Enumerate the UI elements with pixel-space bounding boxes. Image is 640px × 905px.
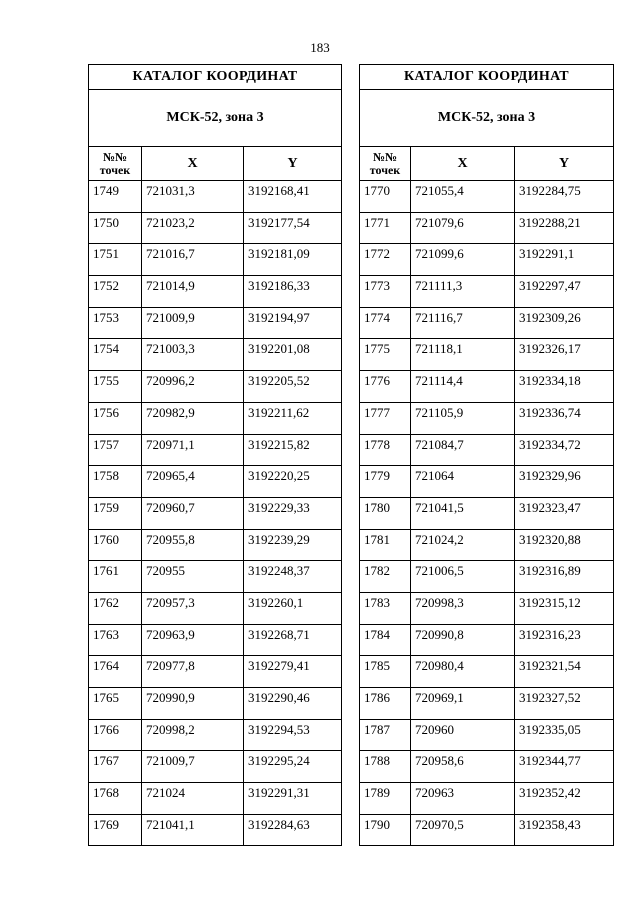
table-row	[360, 371, 614, 403]
y-coordinate-cell: 3192168,41	[244, 181, 342, 213]
y-coordinate-cell: 3192248,37	[244, 561, 342, 593]
point-number-cell: 1790	[360, 814, 411, 846]
coordinate-catalog-table	[359, 64, 614, 846]
point-number-cell: 1759	[89, 497, 142, 529]
point-number-cell: 1777	[360, 402, 411, 434]
y-coordinate-cell: 3192279,41	[244, 656, 342, 688]
point-number-cell: 1758	[89, 466, 142, 498]
table-row	[360, 497, 614, 529]
y-coordinate-cell: 3192315,12	[515, 592, 614, 624]
point-number-cell: 1778	[360, 434, 411, 466]
x-coordinate-cell: 721006,5	[411, 561, 515, 593]
table-row	[89, 783, 342, 815]
y-coordinate-cell: 3192316,89	[515, 561, 614, 593]
x-coordinate-cell: 720977,8	[142, 656, 244, 688]
x-coordinate-cell: 720965,4	[142, 466, 244, 498]
table-row	[360, 688, 614, 720]
x-coordinate-cell: 720955,8	[142, 529, 244, 561]
point-number-cell: 1785	[360, 656, 411, 688]
x-coordinate-cell: 721055,4	[411, 181, 515, 213]
x-coordinate-cell: 721111,3	[411, 276, 515, 308]
x-coordinate-cell: 720998,2	[142, 719, 244, 751]
y-coordinate-cell: 3192326,17	[515, 339, 614, 371]
x-coordinate-cell: 721105,9	[411, 402, 515, 434]
x-coordinate-cell: 720990,9	[142, 688, 244, 720]
x-coordinate-cell: 720971,1	[142, 434, 244, 466]
table-row	[89, 688, 342, 720]
y-coordinate-cell: 3192327,52	[515, 688, 614, 720]
table-row	[89, 339, 342, 371]
column-header-y: Y	[515, 147, 614, 181]
x-coordinate-cell: 720958,6	[411, 751, 515, 783]
column-header-x: X	[142, 147, 244, 181]
y-coordinate-cell: 3192220,25	[244, 466, 342, 498]
x-coordinate-cell: 721024	[142, 783, 244, 815]
table-row	[89, 434, 342, 466]
table-row	[89, 656, 342, 688]
table-row	[360, 529, 614, 561]
table-row	[89, 624, 342, 656]
point-number-cell: 1782	[360, 561, 411, 593]
point-number-header-line2: точек	[99, 162, 131, 177]
coordinate-system-label: МСК-52, зона 3	[89, 90, 342, 147]
y-coordinate-cell: 3192211,62	[244, 402, 342, 434]
y-coordinate-cell: 3192205,52	[244, 371, 342, 403]
point-number-cell: 1789	[360, 783, 411, 815]
y-coordinate-cell: 3192329,96	[515, 466, 614, 498]
x-coordinate-cell: 721003,3	[142, 339, 244, 371]
point-number-cell: 1764	[89, 656, 142, 688]
page-number: 183	[310, 40, 330, 55]
coordinate-catalog-table	[88, 64, 342, 846]
y-coordinate-cell: 3192194,97	[244, 307, 342, 339]
table-row	[89, 181, 342, 213]
table-row	[360, 434, 614, 466]
point-number-cell: 1775	[360, 339, 411, 371]
y-coordinate-cell: 3192229,33	[244, 497, 342, 529]
y-coordinate-cell: 3192239,29	[244, 529, 342, 561]
x-coordinate-cell: 721116,7	[411, 307, 515, 339]
table-row	[360, 656, 614, 688]
point-number-header-line2: точек	[369, 162, 401, 177]
table-row	[360, 814, 614, 846]
x-coordinate-cell: 720998,3	[411, 592, 515, 624]
x-coordinate-cell: 720990,8	[411, 624, 515, 656]
table-row	[360, 307, 614, 339]
table-row	[89, 307, 342, 339]
table-row	[360, 561, 614, 593]
x-coordinate-cell: 721064	[411, 466, 515, 498]
y-coordinate-cell: 3192260,1	[244, 592, 342, 624]
x-coordinate-cell: 721023,2	[142, 212, 244, 244]
x-coordinate-cell: 721084,7	[411, 434, 515, 466]
table-row	[89, 466, 342, 498]
table-row	[360, 466, 614, 498]
point-number-cell: 1786	[360, 688, 411, 720]
x-coordinate-cell: 720963	[411, 783, 515, 815]
y-coordinate-cell: 3192358,43	[515, 814, 614, 846]
y-coordinate-cell: 3192291,1	[515, 244, 614, 276]
point-number-cell: 1780	[360, 497, 411, 529]
point-number-cell: 1767	[89, 751, 142, 783]
point-number-cell: 1763	[89, 624, 142, 656]
x-coordinate-cell: 720982,9	[142, 402, 244, 434]
table-row	[89, 751, 342, 783]
point-number-cell: 1761	[89, 561, 142, 593]
x-coordinate-cell: 720960,7	[142, 497, 244, 529]
point-number-cell: 1784	[360, 624, 411, 656]
x-coordinate-cell: 720996,2	[142, 371, 244, 403]
point-number-cell: 1750	[89, 212, 142, 244]
point-number-cell: 1783	[360, 592, 411, 624]
x-coordinate-cell: 721079,6	[411, 212, 515, 244]
point-number-cell: 1752	[89, 276, 142, 308]
column-header-x: X	[411, 147, 515, 181]
x-coordinate-cell: 721031,3	[142, 181, 244, 213]
table-row	[360, 624, 614, 656]
point-number-cell: 1787	[360, 719, 411, 751]
y-coordinate-cell: 3192290,46	[244, 688, 342, 720]
point-number-cell: 1753	[89, 307, 142, 339]
x-coordinate-cell: 721016,7	[142, 244, 244, 276]
point-number-cell: 1751	[89, 244, 142, 276]
point-number-cell: 1773	[360, 276, 411, 308]
table-row	[360, 592, 614, 624]
point-number-cell: 1756	[89, 402, 142, 434]
y-coordinate-cell: 3192336,74	[515, 402, 614, 434]
table-row	[360, 783, 614, 815]
point-number-cell: 1768	[89, 783, 142, 815]
y-coordinate-cell: 3192297,47	[515, 276, 614, 308]
column-header-y: Y	[244, 147, 342, 181]
catalog-title: КАТАЛОГ КООРДИНАТ	[360, 65, 614, 90]
table-row	[360, 181, 614, 213]
coordinate-system-label: МСК-52, зона 3	[360, 90, 614, 147]
y-coordinate-cell: 3192284,75	[515, 181, 614, 213]
point-number-cell: 1765	[89, 688, 142, 720]
y-coordinate-cell: 3192295,24	[244, 751, 342, 783]
x-coordinate-cell: 721014,9	[142, 276, 244, 308]
table-row	[360, 751, 614, 783]
y-coordinate-cell: 3192344,77	[515, 751, 614, 783]
point-number-cell: 1788	[360, 751, 411, 783]
x-coordinate-cell: 720960	[411, 719, 515, 751]
x-coordinate-cell: 720969,1	[411, 688, 515, 720]
point-number-header-line1: №№	[372, 149, 398, 164]
point-number-cell: 1755	[89, 371, 142, 403]
x-coordinate-cell: 721009,9	[142, 307, 244, 339]
point-number-cell: 1771	[360, 212, 411, 244]
x-coordinate-cell: 721024,2	[411, 529, 515, 561]
table-row	[360, 212, 614, 244]
point-number-header-line1: №№	[102, 149, 128, 164]
point-number-cell: 1749	[89, 181, 142, 213]
x-coordinate-cell: 721099,6	[411, 244, 515, 276]
point-number-cell: 1774	[360, 307, 411, 339]
table-row	[89, 402, 342, 434]
y-coordinate-cell: 3192201,08	[244, 339, 342, 371]
x-coordinate-cell: 720957,3	[142, 592, 244, 624]
y-coordinate-cell: 3192268,71	[244, 624, 342, 656]
table-row	[89, 371, 342, 403]
point-number-cell: 1781	[360, 529, 411, 561]
table-body	[89, 181, 342, 846]
table-row	[89, 719, 342, 751]
table-row	[89, 814, 342, 846]
table-row	[89, 592, 342, 624]
table-row	[360, 402, 614, 434]
point-number-cell: 1754	[89, 339, 142, 371]
point-number-cell: 1770	[360, 181, 411, 213]
y-coordinate-cell: 3192334,18	[515, 371, 614, 403]
table-row	[89, 529, 342, 561]
y-coordinate-cell: 3192320,88	[515, 529, 614, 561]
column-header-point-number	[360, 147, 411, 181]
point-number-cell: 1779	[360, 466, 411, 498]
table-row	[89, 561, 342, 593]
x-coordinate-cell: 720980,4	[411, 656, 515, 688]
point-number-cell: 1766	[89, 719, 142, 751]
y-coordinate-cell: 3192316,23	[515, 624, 614, 656]
y-coordinate-cell: 3192294,53	[244, 719, 342, 751]
table-row	[360, 276, 614, 308]
point-number-cell: 1769	[89, 814, 142, 846]
y-coordinate-cell: 3192215,82	[244, 434, 342, 466]
table-row	[89, 497, 342, 529]
x-coordinate-cell: 720963,9	[142, 624, 244, 656]
y-coordinate-cell: 3192284,63	[244, 814, 342, 846]
y-coordinate-cell: 3192186,33	[244, 276, 342, 308]
y-coordinate-cell: 3192352,42	[515, 783, 614, 815]
x-coordinate-cell: 721114,4	[411, 371, 515, 403]
catalog-title: КАТАЛОГ КООРДИНАТ	[89, 65, 342, 90]
y-coordinate-cell: 3192181,09	[244, 244, 342, 276]
y-coordinate-cell: 3192291,31	[244, 783, 342, 815]
point-number-cell: 1776	[360, 371, 411, 403]
y-coordinate-cell: 3192309,26	[515, 307, 614, 339]
table-row	[360, 719, 614, 751]
y-coordinate-cell: 3192321,54	[515, 656, 614, 688]
table-row	[89, 244, 342, 276]
x-coordinate-cell: 720970,5	[411, 814, 515, 846]
y-coordinate-cell: 3192177,54	[244, 212, 342, 244]
column-header-point-number	[89, 147, 142, 181]
y-coordinate-cell: 3192323,47	[515, 497, 614, 529]
table-row	[89, 276, 342, 308]
table-body	[360, 181, 614, 846]
y-coordinate-cell: 3192288,21	[515, 212, 614, 244]
table-row	[360, 244, 614, 276]
point-number-cell: 1760	[89, 529, 142, 561]
point-number-cell: 1762	[89, 592, 142, 624]
point-number-cell: 1772	[360, 244, 411, 276]
x-coordinate-cell: 721009,7	[142, 751, 244, 783]
y-coordinate-cell: 3192334,72	[515, 434, 614, 466]
x-coordinate-cell: 721041,1	[142, 814, 244, 846]
y-coordinate-cell: 3192335,05	[515, 719, 614, 751]
x-coordinate-cell: 721118,1	[411, 339, 515, 371]
point-number-cell: 1757	[89, 434, 142, 466]
x-coordinate-cell: 721041,5	[411, 497, 515, 529]
table-row	[360, 339, 614, 371]
table-row	[89, 212, 342, 244]
x-coordinate-cell: 720955	[142, 561, 244, 593]
